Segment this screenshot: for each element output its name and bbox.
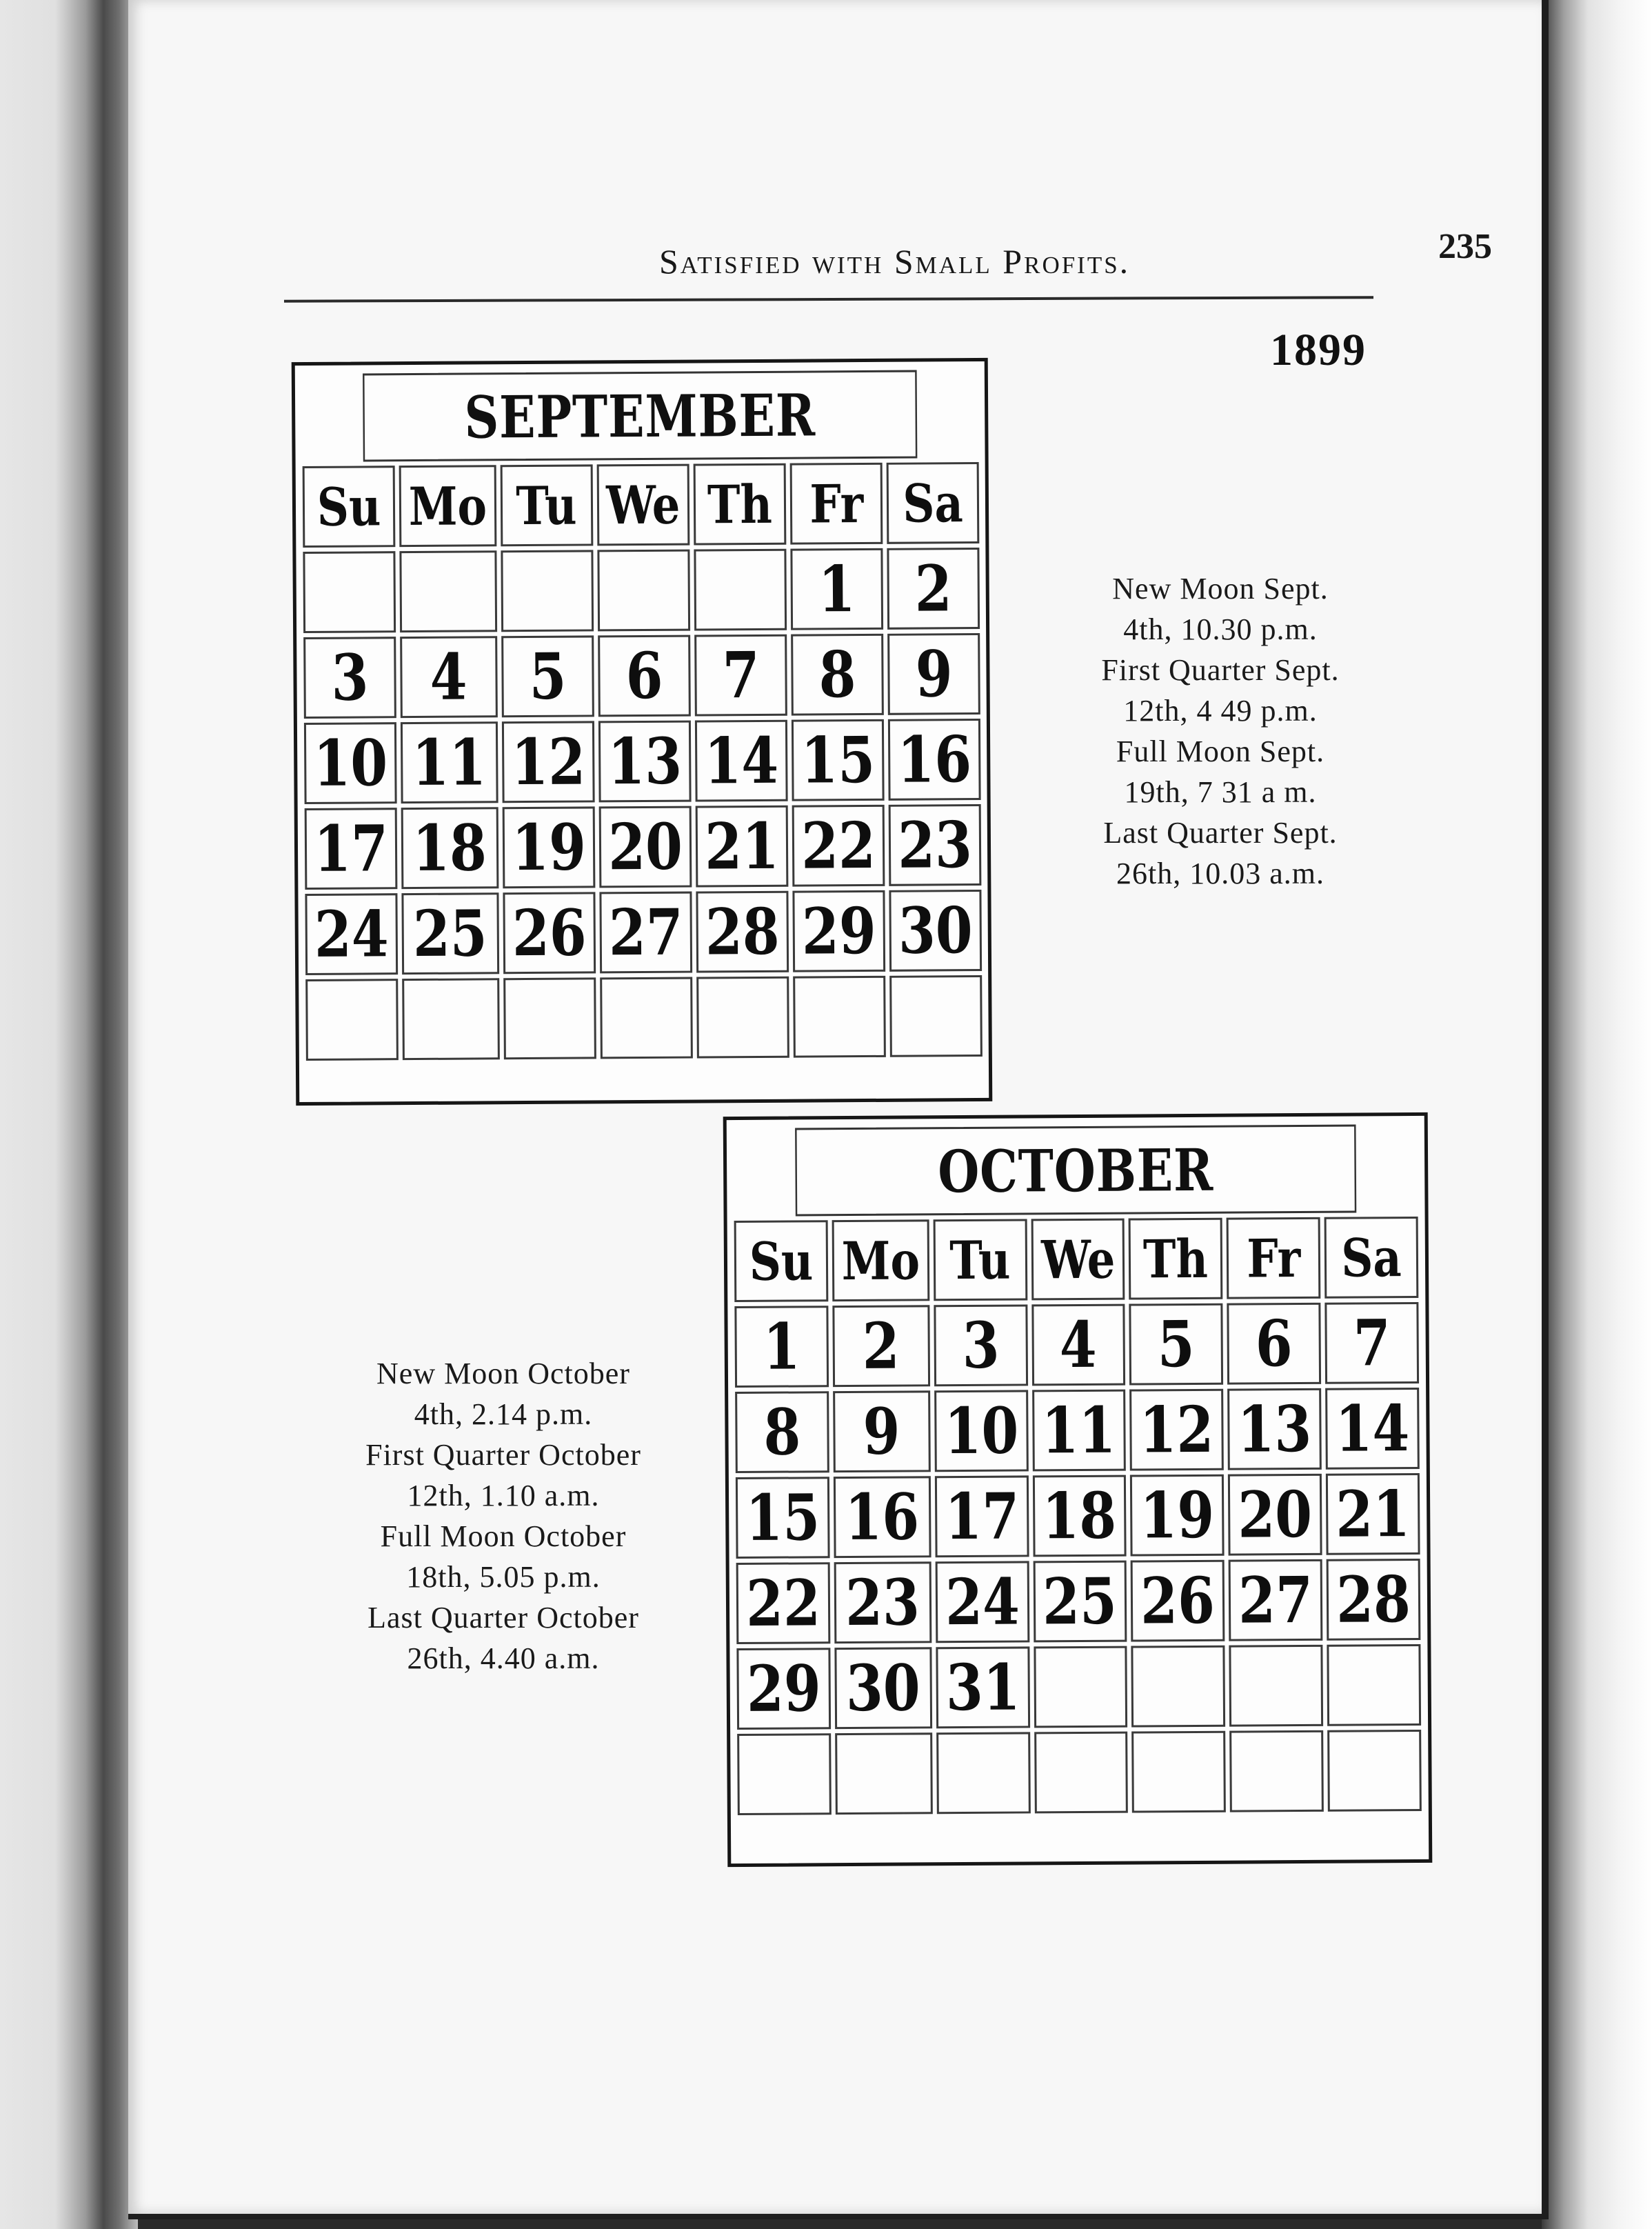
day-number: 1: [763, 1309, 800, 1384]
day-cell: [400, 636, 498, 718]
day-number: 10: [943, 1393, 1019, 1469]
day-cell: [735, 1391, 829, 1473]
empty-day-cell: [597, 550, 690, 632]
moon-phase-line: 12th, 4 49 p.m.: [1123, 694, 1318, 728]
empty-day-cell: [600, 977, 693, 1059]
weekday-label: We: [1040, 1228, 1116, 1290]
empty-day-cell: [1327, 1730, 1422, 1812]
day-cell: [1325, 1388, 1420, 1470]
moon-phase-line: 26th, 10.03 a.m.: [1116, 857, 1324, 890]
day-cell: [503, 892, 596, 974]
day-cell: [1131, 1560, 1225, 1642]
moon-phase-line: 26th, 4.40 a.m.: [407, 1641, 600, 1675]
day-number: 13: [1237, 1391, 1312, 1467]
day-cell: [503, 806, 596, 888]
day-cell: [305, 808, 398, 890]
day-cell: [889, 890, 982, 972]
day-number: 22: [745, 1566, 821, 1641]
weekday-header: [1129, 1218, 1223, 1300]
day-number: 1: [818, 552, 856, 627]
day-number: 2: [914, 551, 952, 626]
day-cell: [834, 1476, 931, 1558]
day-number: 17: [313, 811, 389, 886]
moon-phase-line: Full Moon October: [380, 1519, 627, 1553]
page-edge: [1542, 0, 1652, 2229]
moon-phase-line: 19th, 7 31 a m.: [1124, 775, 1317, 809]
day-cell: [1324, 1302, 1419, 1384]
weekday-label: Su: [749, 1230, 814, 1292]
moon-phase-line: 4th, 10.30 p.m.: [1123, 612, 1318, 646]
day-number: 23: [845, 1565, 920, 1641]
day-number: 21: [704, 808, 780, 884]
day-number: 9: [915, 637, 953, 712]
calendar-september: [292, 358, 993, 1106]
day-cell: [934, 1390, 1029, 1472]
day-number: 2: [862, 1308, 900, 1383]
day-number: 7: [722, 637, 760, 713]
day-number: 25: [1042, 1563, 1118, 1639]
day-number: 24: [945, 1564, 1020, 1640]
day-number: 24: [314, 897, 389, 972]
weekday-header: [303, 466, 396, 548]
empty-day-cell: [889, 975, 983, 1057]
day-number: 30: [845, 1650, 921, 1726]
weekday-label: Sa: [902, 472, 963, 534]
moon-phase-line: Full Moon Sept.: [1116, 734, 1325, 768]
day-number: 18: [412, 810, 487, 886]
day-number: 16: [845, 1479, 920, 1555]
day-cell: [736, 1648, 831, 1730]
weekday-header: [694, 463, 787, 546]
empty-day-cell: [696, 977, 789, 1059]
day-number: 28: [1336, 1562, 1411, 1637]
empty-day-cell: [835, 1732, 933, 1815]
day-cell: [736, 1477, 830, 1559]
moon-phases-october: [303, 1353, 703, 1679]
day-cell: [736, 1562, 831, 1644]
day-number: 8: [818, 637, 856, 712]
moon-phase-line: 18th, 5.05 p.m.: [406, 1560, 601, 1594]
moon-phase-line: New Moon Sept.: [1112, 572, 1329, 606]
day-cell: [887, 633, 980, 715]
day-cell: [888, 719, 981, 801]
day-cell: [934, 1304, 1028, 1386]
day-number: 15: [745, 1480, 820, 1555]
day-number: 29: [801, 893, 876, 969]
day-number: 21: [1336, 1477, 1411, 1552]
day-cell: [1326, 1473, 1420, 1555]
day-cell: [1130, 1475, 1225, 1557]
calendar-grid: [303, 462, 982, 1061]
day-number: 6: [625, 638, 663, 714]
day-cell: [502, 721, 595, 803]
month-title: OCTOBER: [795, 1125, 1356, 1217]
day-cell: [1327, 1559, 1421, 1641]
moon-phase-line: 12th, 1.10 a.m.: [407, 1479, 600, 1512]
weekday-label: Tu: [516, 474, 578, 537]
day-cell: [1227, 1388, 1322, 1470]
calendar-october: [723, 1112, 1433, 1867]
day-cell: [694, 634, 787, 717]
day-cell: [401, 892, 499, 974]
day-number: 19: [1140, 1477, 1215, 1553]
weekday-label: Fr: [1246, 1227, 1301, 1289]
day-cell: [791, 634, 884, 716]
weekday-header: [399, 465, 497, 547]
day-number: 4: [1059, 1307, 1098, 1383]
moon-phase-line: First Quarter Sept.: [1101, 653, 1340, 687]
weekday-label: We: [606, 474, 681, 536]
day-cell: [401, 807, 499, 889]
weekday-header: [1227, 1217, 1321, 1299]
day-number: 5: [529, 639, 567, 714]
day-cell: [792, 890, 885, 972]
weekday-header: [734, 1220, 829, 1302]
empty-day-cell: [1034, 1732, 1129, 1814]
day-number: 12: [1139, 1392, 1214, 1468]
weekday-header: [832, 1219, 929, 1301]
weekday-header: [1031, 1219, 1125, 1301]
day-cell: [1130, 1389, 1225, 1471]
day-cell: [734, 1306, 829, 1388]
day-number: 27: [1238, 1562, 1313, 1638]
day-cell: [501, 635, 594, 717]
day-number: 26: [512, 895, 587, 971]
empty-day-cell: [402, 978, 500, 1060]
day-cell: [598, 635, 691, 717]
day-number: 23: [897, 808, 973, 883]
day-cell: [1229, 1559, 1323, 1641]
empty-day-cell: [503, 977, 596, 1059]
page-number: 235: [1438, 227, 1492, 266]
weekday-label: Su: [316, 475, 381, 538]
day-cell: [1129, 1303, 1224, 1386]
day-number: 31: [945, 1650, 1020, 1726]
day-number: 12: [511, 724, 586, 800]
month-title: SEPTEMBER: [363, 370, 917, 462]
day-number: 11: [412, 725, 487, 801]
day-cell: [1033, 1561, 1127, 1643]
day-number: 26: [1140, 1563, 1216, 1639]
moon-phase-line: Last Quarter Sept.: [1103, 816, 1338, 850]
day-number: 30: [898, 893, 973, 968]
day-cell: [696, 891, 789, 973]
day-cell: [304, 722, 397, 804]
moon-phase-line: Last Quarter October: [367, 1601, 639, 1635]
weekday-header: [887, 462, 980, 544]
day-cell: [1031, 1304, 1126, 1386]
empty-day-cell: [1131, 1646, 1226, 1728]
day-cell: [833, 1390, 931, 1472]
empty-day-cell: [1034, 1646, 1128, 1728]
day-cell: [887, 548, 980, 630]
weekday-header: [597, 464, 690, 546]
empty-day-cell: [1327, 1644, 1422, 1726]
day-number: 15: [800, 722, 876, 798]
weekday-header: [933, 1219, 1027, 1301]
empty-day-cell: [694, 549, 787, 631]
running-title: Satisfied with Small Profits.: [659, 242, 1131, 281]
day-cell: [598, 721, 692, 803]
weekday-label: Fr: [809, 472, 864, 535]
day-cell: [1228, 1474, 1322, 1556]
weekday-header: [500, 464, 593, 546]
day-cell: [401, 721, 498, 803]
weekday-label: Mo: [408, 474, 487, 537]
weekday-label: Mo: [841, 1229, 920, 1292]
day-cell: [1227, 1303, 1322, 1385]
day-number: 6: [1255, 1306, 1293, 1381]
book-spine: [0, 0, 138, 2229]
empty-day-cell: [1229, 1730, 1324, 1812]
moon-phase-line: 4th, 2.14 p.m.: [414, 1397, 593, 1431]
year-heading: 1899: [1270, 325, 1367, 375]
day-cell: [695, 720, 788, 802]
day-number: 27: [608, 894, 683, 970]
day-number: 3: [331, 640, 369, 715]
day-number: 22: [800, 808, 876, 883]
day-cell: [305, 893, 398, 975]
day-number: 10: [313, 726, 388, 801]
day-number: 18: [1042, 1478, 1117, 1554]
day-cell: [792, 805, 885, 887]
day-number: 13: [607, 723, 683, 799]
day-cell: [696, 806, 789, 888]
day-cell: [1032, 1390, 1127, 1472]
day-number: 8: [763, 1395, 801, 1470]
day-cell: [834, 1561, 931, 1643]
day-cell: [792, 719, 885, 801]
day-number: 14: [1335, 1391, 1410, 1466]
day-number: 14: [704, 723, 779, 799]
empty-day-cell: [501, 550, 594, 632]
day-number: 25: [413, 896, 488, 972]
moon-phase-line: First Quarter October: [365, 1438, 641, 1472]
calendar-grid: [734, 1217, 1422, 1815]
day-number: 29: [746, 1651, 821, 1726]
weekday-header: [1324, 1217, 1419, 1299]
day-number: 20: [1238, 1477, 1313, 1552]
weekday-label: Tu: [949, 1229, 1011, 1291]
day-number: 5: [1157, 1306, 1196, 1382]
empty-day-cell: [399, 550, 497, 632]
day-cell: [834, 1647, 932, 1729]
empty-day-cell: [1132, 1731, 1227, 1813]
weekday-label: Sa: [1340, 1226, 1402, 1289]
day-cell: [889, 804, 982, 886]
day-number: 4: [430, 639, 468, 714]
moon-phases-september: [1027, 568, 1413, 894]
day-cell: [935, 1561, 1029, 1643]
day-number: 7: [1353, 1306, 1391, 1381]
day-cell: [935, 1475, 1029, 1557]
day-number: 9: [863, 1394, 900, 1469]
weekday-label: Th: [1143, 1228, 1209, 1290]
day-number: 28: [705, 894, 780, 970]
weekday-label: Th: [707, 473, 773, 535]
day-cell: [599, 806, 692, 888]
empty-day-cell: [1229, 1645, 1324, 1727]
empty-day-cell: [737, 1733, 832, 1815]
day-number: 11: [1041, 1392, 1117, 1468]
empty-day-cell: [793, 976, 886, 1058]
moon-phase-line: New Moon October: [376, 1357, 630, 1390]
day-number: 3: [962, 1308, 1000, 1383]
day-cell: [936, 1646, 1030, 1728]
day-cell: [1032, 1475, 1127, 1557]
day-number: 20: [607, 809, 683, 885]
empty-day-cell: [303, 551, 396, 633]
day-cell: [790, 548, 883, 630]
day-number: 16: [897, 722, 972, 797]
day-cell: [832, 1305, 930, 1387]
empty-day-cell: [936, 1732, 1031, 1814]
day-cell: [303, 637, 396, 719]
day-cell: [599, 892, 692, 974]
weekday-header: [790, 463, 883, 545]
day-number: 19: [511, 810, 586, 886]
empty-day-cell: [305, 979, 399, 1061]
day-number: 17: [944, 1479, 1019, 1555]
book-page: [128, 0, 1549, 2219]
